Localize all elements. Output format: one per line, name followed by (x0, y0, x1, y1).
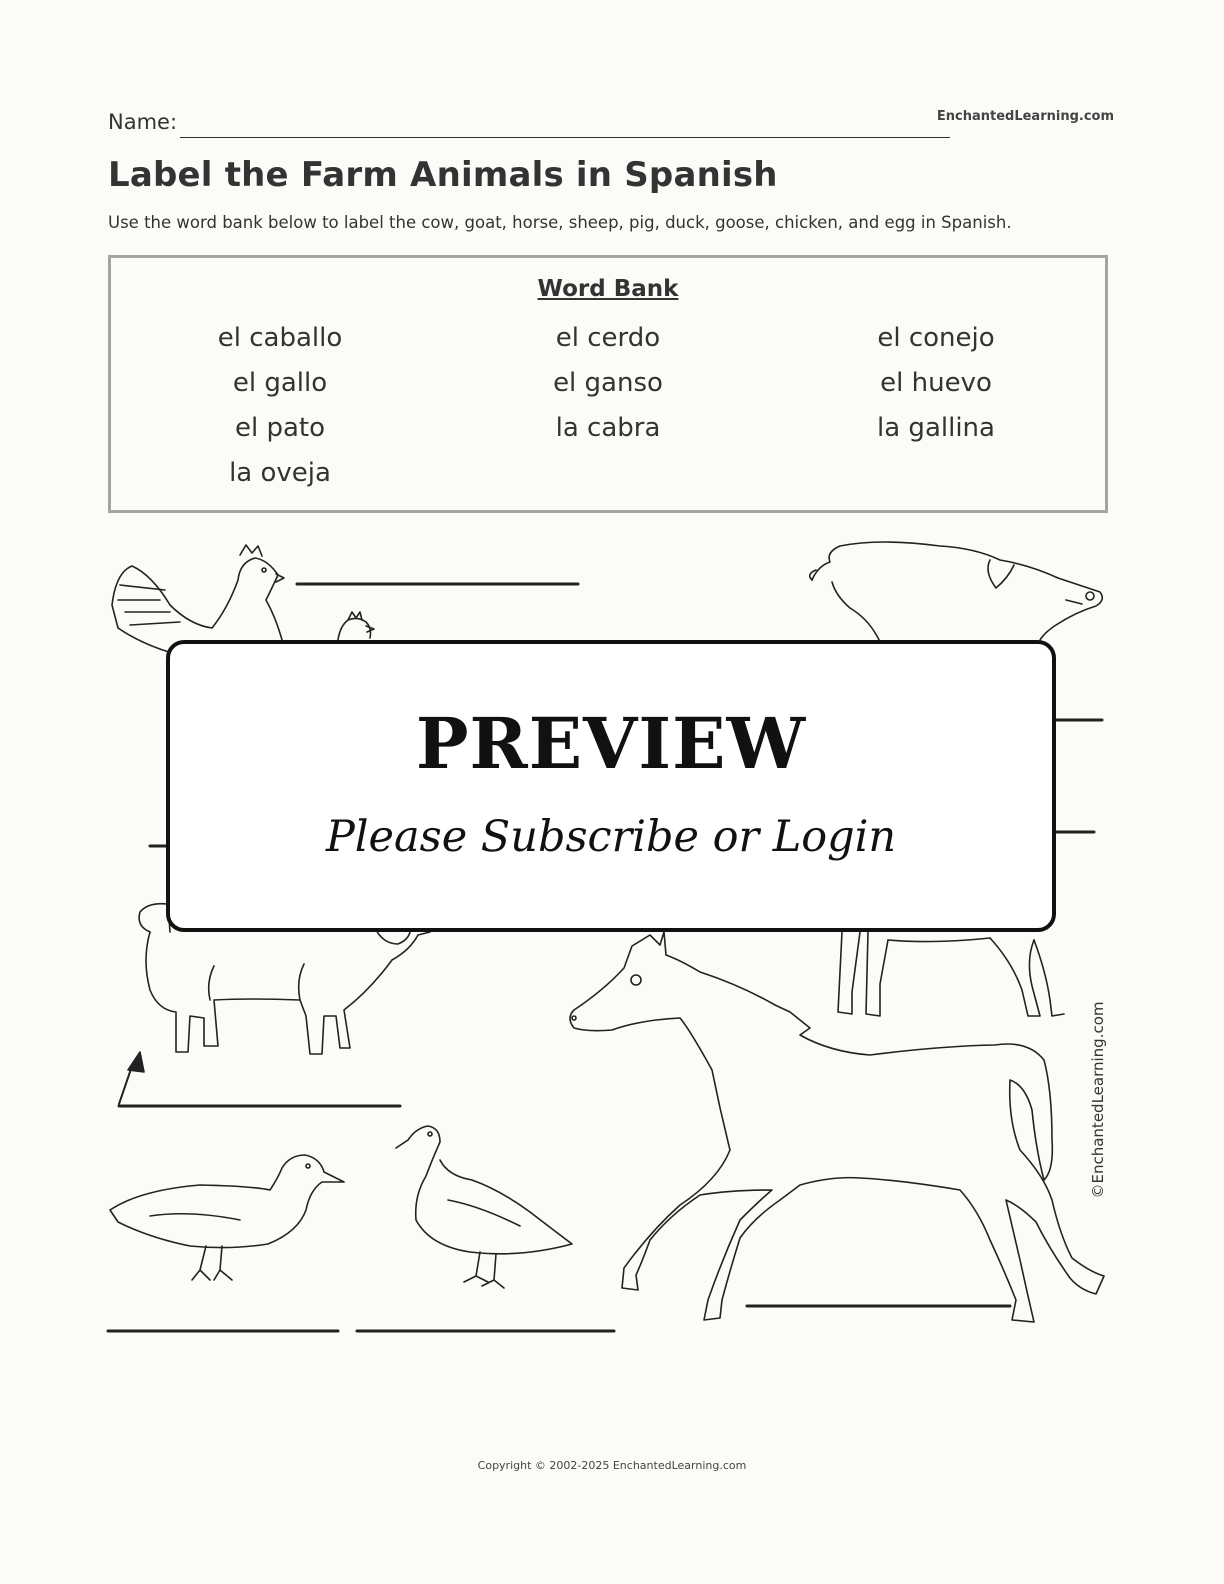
instructions: Use the word bank below to label the cow, goat, horse, sheep, pig, duck, goose, chicken, and egg in Spanish. (108, 213, 1012, 232)
pig-icon (810, 542, 1103, 642)
site-credit: EnchantedLearning.com (936, 109, 1114, 124)
word-bank-item: el cerdo (555, 323, 661, 353)
subscribe-login-prompt[interactable]: Please Subscribe or Login (325, 812, 897, 862)
word-bank-item: el huevo (880, 368, 992, 398)
word-bank-item: la gallina (877, 413, 995, 443)
goat-icon (838, 932, 1064, 1016)
horse-icon (570, 932, 1104, 1322)
preview-title: PREVIEW (415, 702, 807, 785)
word-bank-item: el conejo (877, 323, 995, 353)
rooster-icon (338, 612, 374, 640)
goose-icon (396, 1126, 572, 1288)
word-bank-item: la cabra (555, 413, 661, 443)
word-bank-item: el gallo (232, 368, 328, 398)
preview-overlay[interactable] (166, 640, 1056, 932)
word-bank-item: el caballo (217, 323, 343, 353)
pointer-arrow (119, 1052, 144, 1104)
duck-icon (110, 1155, 344, 1280)
vertical-credit: ©EnchantedLearning.com (1089, 1001, 1107, 1199)
word-bank-item: el ganso (553, 368, 663, 398)
word-bank-title: Word Bank (537, 276, 679, 302)
name-label: Name: (108, 110, 178, 134)
word-bank-item: la oveja (229, 458, 331, 488)
word-bank-item: el pato (234, 413, 326, 443)
page-title: Label the Farm Animals in Spanish (108, 155, 778, 195)
copyright: Copyright © 2002-2025 EnchantedLearning.com (477, 1459, 747, 1472)
